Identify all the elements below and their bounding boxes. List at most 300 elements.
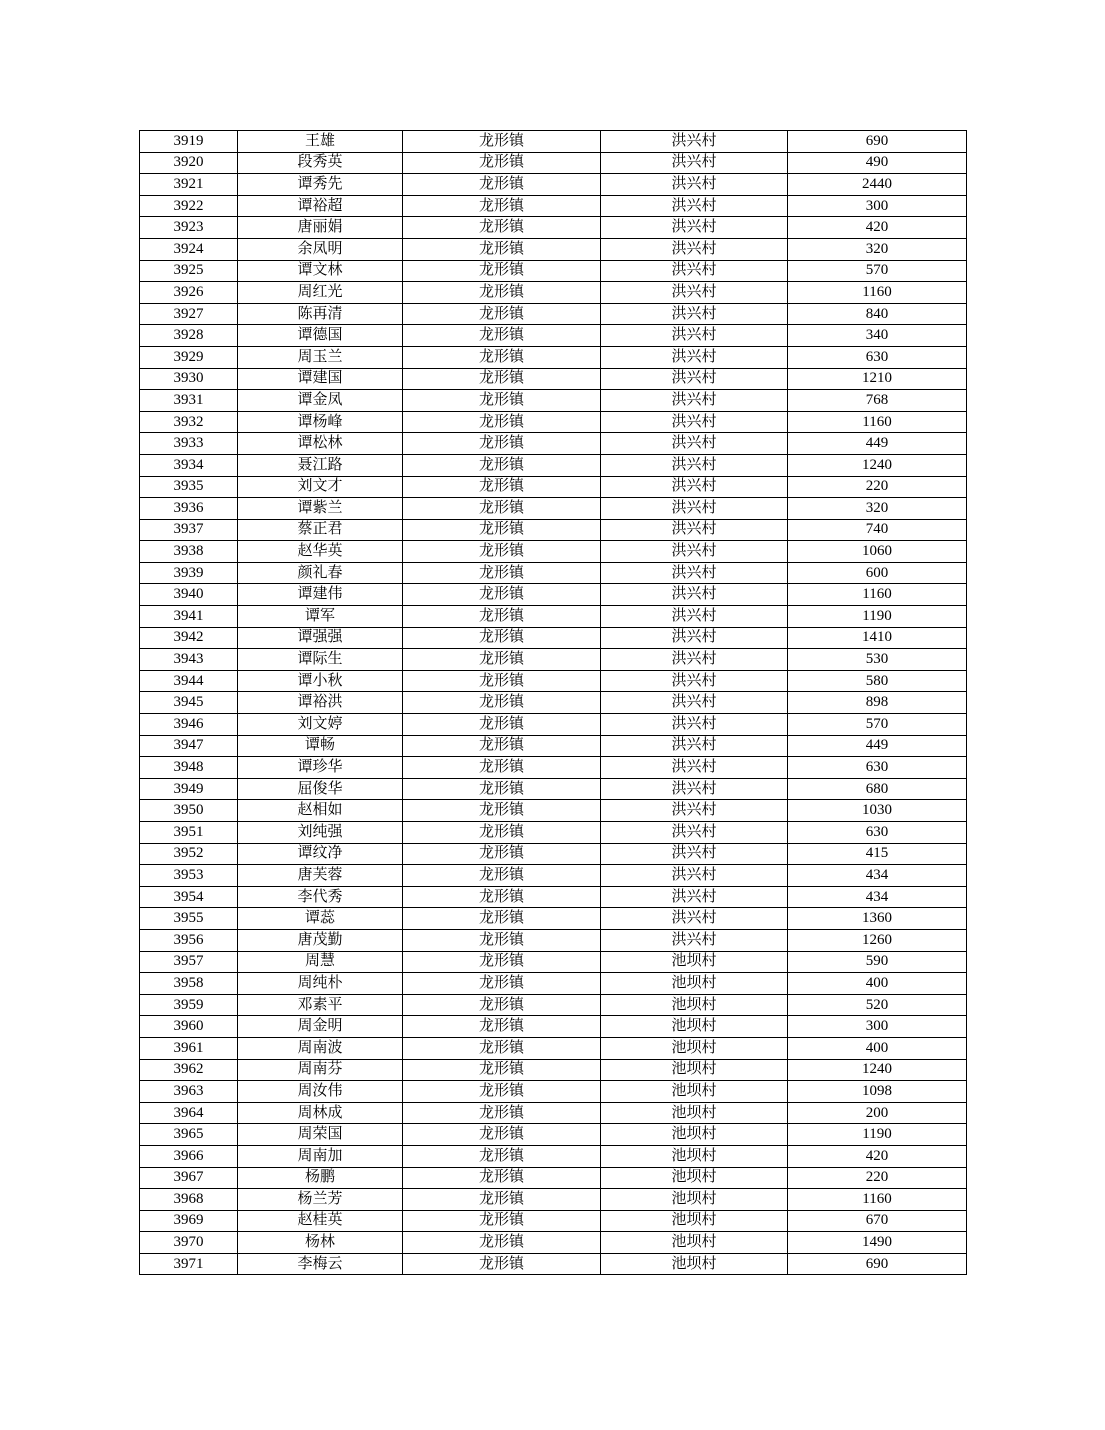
table-cell-id: 3942 bbox=[140, 627, 238, 649]
table-cell-name: 周红光 bbox=[238, 282, 403, 304]
table-cell-name: 赵桂英 bbox=[238, 1210, 403, 1232]
table-cell-amount: 400 bbox=[788, 1037, 967, 1059]
table-cell-name: 刘文婷 bbox=[238, 714, 403, 736]
table-cell-amount: 449 bbox=[788, 433, 967, 455]
table-cell-name: 谭裕洪 bbox=[238, 692, 403, 714]
table-row bbox=[140, 778, 967, 800]
table-cell-name: 杨林 bbox=[238, 1232, 403, 1254]
table-cell-id: 3955 bbox=[140, 908, 238, 930]
table-cell-village: 池坝村 bbox=[601, 1059, 788, 1081]
table-row bbox=[140, 1081, 967, 1103]
table-cell-town: 龙形镇 bbox=[403, 541, 601, 563]
table-cell-amount: 1260 bbox=[788, 929, 967, 951]
table-cell-id: 3944 bbox=[140, 670, 238, 692]
table-row bbox=[140, 692, 967, 714]
table-cell-id: 3951 bbox=[140, 822, 238, 844]
table-cell-id: 3960 bbox=[140, 1016, 238, 1038]
table-cell-village: 洪兴村 bbox=[601, 541, 788, 563]
table-cell-name: 赵华英 bbox=[238, 541, 403, 563]
table-cell-village: 洪兴村 bbox=[601, 131, 788, 153]
table-cell-name: 陈再清 bbox=[238, 303, 403, 325]
table-cell-town: 龙形镇 bbox=[403, 498, 601, 520]
table-cell-town: 龙形镇 bbox=[403, 670, 601, 692]
table-row bbox=[140, 541, 967, 563]
table-cell-amount: 220 bbox=[788, 1167, 967, 1189]
table-cell-village: 洪兴村 bbox=[601, 822, 788, 844]
table-cell-village: 洪兴村 bbox=[601, 476, 788, 498]
table-row bbox=[140, 627, 967, 649]
table-cell-village: 洪兴村 bbox=[601, 692, 788, 714]
table-cell-village: 洪兴村 bbox=[601, 152, 788, 174]
table-cell-amount: 1410 bbox=[788, 627, 967, 649]
table-cell-name: 谭军 bbox=[238, 606, 403, 628]
table-row bbox=[140, 929, 967, 951]
table-cell-id: 3968 bbox=[140, 1189, 238, 1211]
table-cell-village: 池坝村 bbox=[601, 1145, 788, 1167]
table-cell-village: 洪兴村 bbox=[601, 260, 788, 282]
table-cell-name: 周纯朴 bbox=[238, 973, 403, 995]
table-cell-id: 3952 bbox=[140, 843, 238, 865]
table-row bbox=[140, 1016, 967, 1038]
table-row bbox=[140, 454, 967, 476]
table-cell-name: 赵相如 bbox=[238, 800, 403, 822]
table-cell-village: 洪兴村 bbox=[601, 346, 788, 368]
table-cell-village: 洪兴村 bbox=[601, 174, 788, 196]
table-cell-village: 池坝村 bbox=[601, 1037, 788, 1059]
table-cell-amount: 580 bbox=[788, 670, 967, 692]
table-cell-amount: 1160 bbox=[788, 1189, 967, 1211]
table-cell-village: 洪兴村 bbox=[601, 865, 788, 887]
table-cell-amount: 898 bbox=[788, 692, 967, 714]
table-row bbox=[140, 865, 967, 887]
table-cell-id: 3969 bbox=[140, 1210, 238, 1232]
table-row bbox=[140, 282, 967, 304]
table-cell-town: 龙形镇 bbox=[403, 1210, 601, 1232]
table-cell-amount: 320 bbox=[788, 238, 967, 260]
table-cell-town: 龙形镇 bbox=[403, 865, 601, 887]
table-cell-id: 3926 bbox=[140, 282, 238, 304]
table-cell-name: 周南加 bbox=[238, 1145, 403, 1167]
table-cell-town: 龙形镇 bbox=[403, 1167, 601, 1189]
table-row bbox=[140, 908, 967, 930]
table-cell-town: 龙形镇 bbox=[403, 1124, 601, 1146]
table-cell-town: 龙形镇 bbox=[403, 282, 601, 304]
table-cell-name: 周汝伟 bbox=[238, 1081, 403, 1103]
table-cell-village: 洪兴村 bbox=[601, 238, 788, 260]
table-cell-town: 龙形镇 bbox=[403, 951, 601, 973]
table-cell-id: 3954 bbox=[140, 886, 238, 908]
table-cell-id: 3935 bbox=[140, 476, 238, 498]
table-cell-amount: 740 bbox=[788, 519, 967, 541]
table-cell-village: 洪兴村 bbox=[601, 886, 788, 908]
table-row bbox=[140, 390, 967, 412]
table-row bbox=[140, 152, 967, 174]
table-cell-town: 龙形镇 bbox=[403, 152, 601, 174]
table-cell-id: 3948 bbox=[140, 757, 238, 779]
table-row bbox=[140, 649, 967, 671]
table-cell-town: 龙形镇 bbox=[403, 519, 601, 541]
table-cell-amount: 400 bbox=[788, 973, 967, 995]
table-cell-village: 洪兴村 bbox=[601, 649, 788, 671]
table-cell-village: 池坝村 bbox=[601, 1124, 788, 1146]
table-cell-town: 龙形镇 bbox=[403, 1189, 601, 1211]
table-cell-name: 谭蕊 bbox=[238, 908, 403, 930]
table-cell-name: 周玉兰 bbox=[238, 346, 403, 368]
table-cell-village: 池坝村 bbox=[601, 1016, 788, 1038]
table-cell-village: 洪兴村 bbox=[601, 757, 788, 779]
table-cell-id: 3928 bbox=[140, 325, 238, 347]
table-cell-id: 3967 bbox=[140, 1167, 238, 1189]
table-cell-village: 洪兴村 bbox=[601, 843, 788, 865]
table-cell-id: 3957 bbox=[140, 951, 238, 973]
table-row bbox=[140, 519, 967, 541]
table-cell-id: 3966 bbox=[140, 1145, 238, 1167]
table-cell-village: 洪兴村 bbox=[601, 778, 788, 800]
table-cell-town: 龙形镇 bbox=[403, 1232, 601, 1254]
table-cell-amount: 570 bbox=[788, 260, 967, 282]
table-cell-amount: 630 bbox=[788, 757, 967, 779]
table-cell-village: 洪兴村 bbox=[601, 411, 788, 433]
table-cell-name: 聂江路 bbox=[238, 454, 403, 476]
table-cell-name: 唐丽娟 bbox=[238, 217, 403, 239]
table-cell-name: 唐芙蓉 bbox=[238, 865, 403, 887]
table-cell-id: 3927 bbox=[140, 303, 238, 325]
table-row bbox=[140, 1124, 967, 1146]
table-cell-id: 3964 bbox=[140, 1102, 238, 1124]
table-row bbox=[140, 714, 967, 736]
table-cell-amount: 449 bbox=[788, 735, 967, 757]
table-cell-village: 池坝村 bbox=[601, 1189, 788, 1211]
table-cell-town: 龙形镇 bbox=[403, 217, 601, 239]
table-cell-village: 洪兴村 bbox=[601, 433, 788, 455]
table-cell-name: 谭际生 bbox=[238, 649, 403, 671]
table-cell-village: 洪兴村 bbox=[601, 368, 788, 390]
table-cell-town: 龙形镇 bbox=[403, 886, 601, 908]
table-cell-id: 3965 bbox=[140, 1124, 238, 1146]
table-cell-id: 3920 bbox=[140, 152, 238, 174]
table-cell-name: 谭松林 bbox=[238, 433, 403, 455]
table-cell-amount: 670 bbox=[788, 1210, 967, 1232]
table-cell-amount: 1240 bbox=[788, 1059, 967, 1081]
table-cell-amount: 434 bbox=[788, 865, 967, 887]
table-cell-id: 3929 bbox=[140, 346, 238, 368]
table-row bbox=[140, 994, 967, 1016]
table-cell-amount: 490 bbox=[788, 152, 967, 174]
table-cell-amount: 300 bbox=[788, 1016, 967, 1038]
table-cell-town: 龙形镇 bbox=[403, 1016, 601, 1038]
table-cell-amount: 690 bbox=[788, 1253, 967, 1275]
table-cell-name: 余凤明 bbox=[238, 238, 403, 260]
table-cell-amount: 590 bbox=[788, 951, 967, 973]
table-cell-amount: 1490 bbox=[788, 1232, 967, 1254]
table-cell-village: 洪兴村 bbox=[601, 195, 788, 217]
table-cell-amount: 420 bbox=[788, 1145, 967, 1167]
table-cell-id: 3946 bbox=[140, 714, 238, 736]
table-cell-village: 洪兴村 bbox=[601, 929, 788, 951]
table-cell-town: 龙形镇 bbox=[403, 131, 601, 153]
table-row bbox=[140, 951, 967, 973]
table-row bbox=[140, 1210, 967, 1232]
table-cell-id: 3921 bbox=[140, 174, 238, 196]
table-cell-name: 刘纯强 bbox=[238, 822, 403, 844]
table-cell-village: 池坝村 bbox=[601, 1232, 788, 1254]
table-cell-village: 洪兴村 bbox=[601, 714, 788, 736]
table-cell-town: 龙形镇 bbox=[403, 692, 601, 714]
table-cell-name: 周慧 bbox=[238, 951, 403, 973]
table-cell-town: 龙形镇 bbox=[403, 735, 601, 757]
table-cell-amount: 630 bbox=[788, 346, 967, 368]
table-cell-village: 洪兴村 bbox=[601, 217, 788, 239]
table-row bbox=[140, 1253, 967, 1275]
table-cell-amount: 690 bbox=[788, 131, 967, 153]
table-cell-id: 3919 bbox=[140, 131, 238, 153]
table-cell-amount: 1360 bbox=[788, 908, 967, 930]
table-row bbox=[140, 822, 967, 844]
table-row bbox=[140, 606, 967, 628]
table-cell-amount: 530 bbox=[788, 649, 967, 671]
table-cell-name: 谭强强 bbox=[238, 627, 403, 649]
table-row bbox=[140, 735, 967, 757]
table-row bbox=[140, 1167, 967, 1189]
table-cell-amount: 1160 bbox=[788, 282, 967, 304]
table-cell-town: 龙形镇 bbox=[403, 843, 601, 865]
table-cell-amount: 300 bbox=[788, 195, 967, 217]
table-cell-town: 龙形镇 bbox=[403, 649, 601, 671]
table-cell-village: 池坝村 bbox=[601, 973, 788, 995]
table-cell-id: 3950 bbox=[140, 800, 238, 822]
table-cell-village: 池坝村 bbox=[601, 1167, 788, 1189]
table-cell-town: 龙形镇 bbox=[403, 390, 601, 412]
table-cell-amount: 200 bbox=[788, 1102, 967, 1124]
table-cell-town: 龙形镇 bbox=[403, 346, 601, 368]
table-cell-amount: 1190 bbox=[788, 1124, 967, 1146]
table-cell-town: 龙形镇 bbox=[403, 973, 601, 995]
table-cell-amount: 1190 bbox=[788, 606, 967, 628]
table-cell-id: 3959 bbox=[140, 994, 238, 1016]
table-cell-id: 3940 bbox=[140, 584, 238, 606]
table-cell-name: 杨鹏 bbox=[238, 1167, 403, 1189]
table-cell-village: 洪兴村 bbox=[601, 627, 788, 649]
table-cell-amount: 520 bbox=[788, 994, 967, 1016]
table-cell-town: 龙形镇 bbox=[403, 454, 601, 476]
table-cell-village: 池坝村 bbox=[601, 1102, 788, 1124]
table-cell-id: 3938 bbox=[140, 541, 238, 563]
table-cell-town: 龙形镇 bbox=[403, 1059, 601, 1081]
table-cell-town: 龙形镇 bbox=[403, 562, 601, 584]
table-cell-id: 3958 bbox=[140, 973, 238, 995]
table-cell-village: 洪兴村 bbox=[601, 325, 788, 347]
table-cell-name: 谭建国 bbox=[238, 368, 403, 390]
table-cell-amount: 320 bbox=[788, 498, 967, 520]
table-body bbox=[140, 131, 967, 1275]
table-cell-name: 杨兰芳 bbox=[238, 1189, 403, 1211]
table-cell-amount: 600 bbox=[788, 562, 967, 584]
table-cell-name: 谭秀先 bbox=[238, 174, 403, 196]
table-cell-town: 龙形镇 bbox=[403, 800, 601, 822]
table-row bbox=[140, 886, 967, 908]
table-cell-town: 龙形镇 bbox=[403, 1081, 601, 1103]
table-cell-name: 段秀英 bbox=[238, 152, 403, 174]
table-cell-town: 龙形镇 bbox=[403, 929, 601, 951]
table-cell-name: 周金明 bbox=[238, 1016, 403, 1038]
table-row bbox=[140, 498, 967, 520]
data-table bbox=[139, 130, 967, 1275]
table-cell-amount: 570 bbox=[788, 714, 967, 736]
table-cell-town: 龙形镇 bbox=[403, 584, 601, 606]
table-cell-amount: 630 bbox=[788, 822, 967, 844]
table-cell-town: 龙形镇 bbox=[403, 476, 601, 498]
table-cell-village: 池坝村 bbox=[601, 994, 788, 1016]
table-cell-village: 洪兴村 bbox=[601, 562, 788, 584]
table-cell-name: 谭建伟 bbox=[238, 584, 403, 606]
table-cell-village: 洪兴村 bbox=[601, 282, 788, 304]
table-cell-town: 龙形镇 bbox=[403, 606, 601, 628]
table-cell-village: 洪兴村 bbox=[601, 606, 788, 628]
table-cell-id: 3922 bbox=[140, 195, 238, 217]
table-cell-id: 3961 bbox=[140, 1037, 238, 1059]
table-row bbox=[140, 800, 967, 822]
table-cell-village: 洪兴村 bbox=[601, 670, 788, 692]
table-cell-id: 3931 bbox=[140, 390, 238, 412]
table-cell-name: 周林成 bbox=[238, 1102, 403, 1124]
table-row bbox=[140, 584, 967, 606]
table-row bbox=[140, 973, 967, 995]
table-cell-id: 3932 bbox=[140, 411, 238, 433]
table-cell-id: 3945 bbox=[140, 692, 238, 714]
table-cell-id: 3937 bbox=[140, 519, 238, 541]
table-cell-town: 龙形镇 bbox=[403, 1102, 601, 1124]
table-cell-village: 洪兴村 bbox=[601, 584, 788, 606]
table-cell-id: 3953 bbox=[140, 865, 238, 887]
table-cell-town: 龙形镇 bbox=[403, 325, 601, 347]
table-row bbox=[140, 757, 967, 779]
table-cell-name: 邓素平 bbox=[238, 994, 403, 1016]
table-cell-village: 池坝村 bbox=[601, 1253, 788, 1275]
table-row bbox=[140, 1189, 967, 1211]
table-cell-village: 洪兴村 bbox=[601, 908, 788, 930]
table-cell-amount: 1030 bbox=[788, 800, 967, 822]
table-cell-town: 龙形镇 bbox=[403, 627, 601, 649]
table-cell-village: 池坝村 bbox=[601, 1081, 788, 1103]
table-cell-name: 谭珍华 bbox=[238, 757, 403, 779]
table-cell-name: 王雄 bbox=[238, 131, 403, 153]
table-cell-name: 谭小秋 bbox=[238, 670, 403, 692]
table-cell-town: 龙形镇 bbox=[403, 994, 601, 1016]
table-cell-id: 3936 bbox=[140, 498, 238, 520]
table-cell-amount: 420 bbox=[788, 217, 967, 239]
table-cell-town: 龙形镇 bbox=[403, 714, 601, 736]
table-cell-amount: 434 bbox=[788, 886, 967, 908]
table-cell-town: 龙形镇 bbox=[403, 1037, 601, 1059]
table-cell-id: 3949 bbox=[140, 778, 238, 800]
table-cell-name: 谭金凤 bbox=[238, 390, 403, 412]
table-row bbox=[140, 217, 967, 239]
table-row bbox=[140, 1232, 967, 1254]
table-cell-name: 谭紫兰 bbox=[238, 498, 403, 520]
table-cell-amount: 1060 bbox=[788, 541, 967, 563]
table-cell-town: 龙形镇 bbox=[403, 411, 601, 433]
table-cell-amount: 840 bbox=[788, 303, 967, 325]
table-cell-amount: 768 bbox=[788, 390, 967, 412]
table-cell-name: 周荣国 bbox=[238, 1124, 403, 1146]
table-cell-name: 谭文林 bbox=[238, 260, 403, 282]
table-cell-name: 谭德国 bbox=[238, 325, 403, 347]
table-cell-town: 龙形镇 bbox=[403, 1145, 601, 1167]
table-row bbox=[140, 411, 967, 433]
table-row bbox=[140, 433, 967, 455]
table-row bbox=[140, 368, 967, 390]
table-cell-amount: 1098 bbox=[788, 1081, 967, 1103]
table-row bbox=[140, 476, 967, 498]
table-cell-name: 蔡正君 bbox=[238, 519, 403, 541]
table-row bbox=[140, 562, 967, 584]
table-cell-id: 3947 bbox=[140, 735, 238, 757]
table-cell-id: 3924 bbox=[140, 238, 238, 260]
table-cell-amount: 1160 bbox=[788, 584, 967, 606]
table-cell-amount: 680 bbox=[788, 778, 967, 800]
table-cell-village: 洪兴村 bbox=[601, 519, 788, 541]
table-row bbox=[140, 325, 967, 347]
table-cell-id: 3939 bbox=[140, 562, 238, 584]
table-row bbox=[140, 260, 967, 282]
table-cell-town: 龙形镇 bbox=[403, 757, 601, 779]
table-cell-town: 龙形镇 bbox=[403, 778, 601, 800]
table-row bbox=[140, 1037, 967, 1059]
table-cell-town: 龙形镇 bbox=[403, 433, 601, 455]
table-cell-amount: 340 bbox=[788, 325, 967, 347]
table-row bbox=[140, 1102, 967, 1124]
table-row bbox=[140, 195, 967, 217]
table-cell-town: 龙形镇 bbox=[403, 822, 601, 844]
table-row bbox=[140, 346, 967, 368]
table-cell-name: 谭裕超 bbox=[238, 195, 403, 217]
table-cell-town: 龙形镇 bbox=[403, 195, 601, 217]
table-cell-village: 洪兴村 bbox=[601, 303, 788, 325]
table-cell-village: 洪兴村 bbox=[601, 800, 788, 822]
table-cell-amount: 1210 bbox=[788, 368, 967, 390]
table-row bbox=[140, 238, 967, 260]
table-cell-name: 颜礼春 bbox=[238, 562, 403, 584]
table-cell-id: 3934 bbox=[140, 454, 238, 476]
table-row bbox=[140, 843, 967, 865]
table-cell-town: 龙形镇 bbox=[403, 908, 601, 930]
table-cell-name: 周南波 bbox=[238, 1037, 403, 1059]
table-cell-village: 池坝村 bbox=[601, 951, 788, 973]
table-cell-name: 屈俊华 bbox=[238, 778, 403, 800]
table-cell-id: 3970 bbox=[140, 1232, 238, 1254]
table-row bbox=[140, 1145, 967, 1167]
table-cell-id: 3962 bbox=[140, 1059, 238, 1081]
table-cell-name: 周南芬 bbox=[238, 1059, 403, 1081]
table-cell-name: 谭杨峰 bbox=[238, 411, 403, 433]
table-cell-village: 洪兴村 bbox=[601, 390, 788, 412]
table-cell-town: 龙形镇 bbox=[403, 238, 601, 260]
table-cell-id: 3971 bbox=[140, 1253, 238, 1275]
table-cell-village: 洪兴村 bbox=[601, 735, 788, 757]
table-cell-id: 3933 bbox=[140, 433, 238, 455]
table-cell-id: 3943 bbox=[140, 649, 238, 671]
table-cell-amount: 1240 bbox=[788, 454, 967, 476]
table-cell-amount: 2440 bbox=[788, 174, 967, 196]
table-row bbox=[140, 1059, 967, 1081]
table-cell-name: 李梅云 bbox=[238, 1253, 403, 1275]
table-cell-village: 洪兴村 bbox=[601, 454, 788, 476]
table-cell-id: 3941 bbox=[140, 606, 238, 628]
table-cell-town: 龙形镇 bbox=[403, 1253, 601, 1275]
table-cell-name: 刘文才 bbox=[238, 476, 403, 498]
table-cell-town: 龙形镇 bbox=[403, 174, 601, 196]
table-row bbox=[140, 174, 967, 196]
